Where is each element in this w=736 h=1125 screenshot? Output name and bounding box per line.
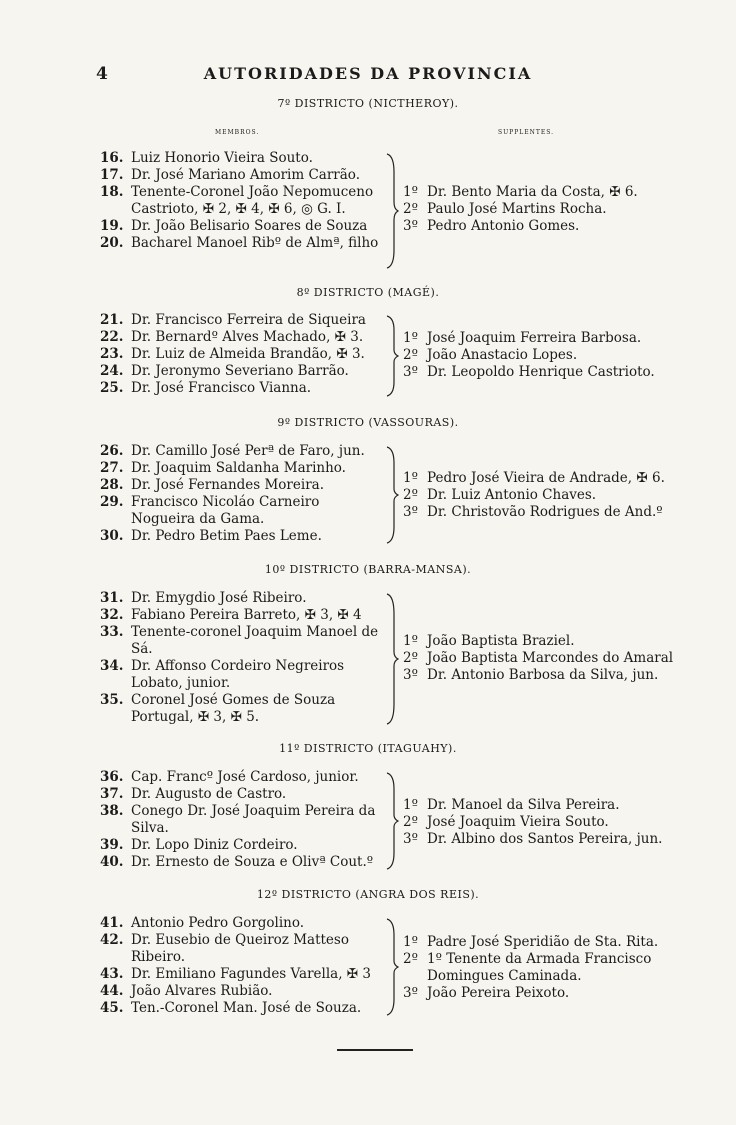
district-heading: 9º DISTRICTO (VASSOURAS). <box>277 416 459 429</box>
substitute-entry: 3º Dr. Antonio Barbosa da Silva, jun. <box>403 667 659 683</box>
page-number: 4 <box>96 64 108 84</box>
member-entry: 36. Cap. Francº José Cardoso, junior. <box>100 769 359 785</box>
member-entry: 23. Dr. Luiz de Almeida Brandão, ✠ 3. <box>100 346 365 362</box>
substitute-entry: 2º José Joaquim Vieira Souto. <box>403 814 609 830</box>
bottom-rule <box>337 1049 413 1051</box>
substitute-entry: 2º 1º Tenente da Armada Francisco Domingues Caminada. <box>403 951 652 984</box>
substitute-entry: 2º Dr. Luiz Antonio Chaves. <box>403 487 597 503</box>
page-title: AUTORIDADES DA PROVINCIA <box>203 64 533 83</box>
member-entry: 22. Dr. Bernardº Alves Machado, ✠ 3. <box>100 329 364 345</box>
member-entry: 32. Fabiano Pereira Barreto, ✠ 3, ✠ 4 <box>100 607 362 623</box>
member-entry: 24. Dr. Jeronymo Severiano Barrão. <box>100 363 349 379</box>
substitute-entry: 3º Dr. Albino dos Santos Pereira, jun. <box>403 831 663 847</box>
brace-12 <box>385 917 399 1017</box>
column-header-substitutes: SUPPLENTES. <box>498 129 555 136</box>
member-list-12 <box>100 915 385 1017</box>
district-heading: 11º DISTRICTO (ITAGUAHY). <box>279 742 457 755</box>
substitute-list-8 <box>403 330 703 381</box>
substitute-entry: 2º João Baptista Marcondes do Amaral <box>403 650 674 666</box>
member-entry: 26. Dr. Camillo José Perª de Faro, jun. <box>100 443 365 459</box>
member-list-8 <box>100 312 385 397</box>
substitute-entry: 1º Pedro José Vieira de Andrade, ✠ 6. <box>403 470 665 486</box>
member-entry: 25. Dr. José Francisco Vianna. <box>100 380 312 396</box>
substitute-entry: 1º Dr. Bento Maria da Costa, ✠ 6. <box>403 184 638 200</box>
member-entry: 16. Luiz Honorio Vieira Souto. <box>100 150 313 166</box>
member-entry: 42. Dr. Eusebio de Queiroz Matteso Ribeiro. <box>100 932 349 965</box>
brace-7 <box>385 152 399 270</box>
member-entry: 18. Tenente-Coronel João Nepomuceno Castrioto, ✠ 2, ✠ 4, ✠ 6, ◎ G. I. <box>100 184 374 217</box>
member-entry: 40. Dr. Ernesto de Souza e Olivª Cout.º <box>100 854 374 870</box>
substitute-entry: 3º Pedro Antonio Gomes. <box>403 218 580 234</box>
brace-8 <box>385 314 399 398</box>
member-entry: 44. João Alvares Rubião. <box>100 983 273 999</box>
member-entry: 35. Coronel José Gomes de Souza Portugal, ✠ 3, ✠ 5. <box>100 692 336 725</box>
member-entry: 19. Dr. João Belisario Soares de Souza <box>100 218 368 234</box>
substitute-entry: 1º João Baptista Braziel. <box>403 633 575 649</box>
member-entry: 45. Ten.-Coronel Man. José de Souza. <box>100 1000 362 1016</box>
substitute-entry: 1º Padre José Speridião de Sta. Rita. <box>403 934 659 950</box>
member-entry: 21. Dr. Francisco Ferreira de Siqueira <box>100 312 366 328</box>
member-entry: 37. Dr. Augusto de Castro. <box>100 786 287 802</box>
substitute-entry: 3º Dr. Christovão Rodrigues de And.º <box>403 504 663 520</box>
member-entry: 38. Conego Dr. José Joaquim Pereira da Silva. <box>100 803 376 836</box>
member-entry: 28. Dr. José Fernandes Moreira. <box>100 477 324 493</box>
member-list-9 <box>100 443 385 545</box>
member-entry: 34. Dr. Affonso Cordeiro Negreiros Lobato, junior. <box>100 658 345 691</box>
member-entry: 27. Dr. Joaquim Saldanha Marinho. <box>100 460 346 476</box>
substitute-entry: 3º João Pereira Peixoto. <box>403 985 570 1001</box>
member-list-7 <box>100 150 385 252</box>
member-entry: 17. Dr. José Mariano Amorim Carrão. <box>100 167 360 183</box>
substitute-entry: 1º José Joaquim Ferreira Barbosa. <box>403 330 642 346</box>
member-entry: 31. Dr. Emygdio José Ribeiro. <box>100 590 307 606</box>
substitute-list-12 <box>403 934 703 1002</box>
brace-10 <box>385 592 399 726</box>
substitute-list-11 <box>403 797 703 848</box>
substitute-list-7 <box>403 184 703 235</box>
member-entry: 39. Dr. Lopo Diniz Cordeiro. <box>100 837 298 853</box>
district-heading: 10º DISTRICTO (BARRA-MANSA). <box>264 563 472 576</box>
member-entry: 33. Tenente-coronel Joaquim Manoel de Sá. <box>100 624 379 657</box>
substitute-entry: 3º Dr. Leopoldo Henrique Castrioto. <box>403 364 655 380</box>
member-entry: 30. Dr. Pedro Betim Paes Leme. <box>100 528 322 544</box>
member-entry: 20. Bacharel Manoel Ribº de Almª, filho <box>100 235 379 251</box>
district-heading: 12º DISTRICTO (ANGRA DOS REIS). <box>256 888 480 901</box>
substitute-list-10 <box>403 633 703 684</box>
member-entry: 29. Francisco Nicoláo Carneiro Nogueira da Gama. <box>100 494 320 527</box>
substitute-list-9 <box>403 470 703 521</box>
column-header-members: MEMBROS. <box>215 129 260 136</box>
member-list-11 <box>100 769 385 871</box>
member-entry: 43. Dr. Emiliano Fagundes Varella, ✠ 3 <box>100 966 371 982</box>
member-entry: 41. Antonio Pedro Gorgolino. <box>100 915 305 931</box>
substitute-entry: 1º Dr. Manoel da Silva Pereira. <box>403 797 620 813</box>
member-list-10 <box>100 590 385 726</box>
substitute-entry: 2º João Anastacio Lopes. <box>403 347 578 363</box>
substitute-entry: 2º Paulo José Martins Rocha. <box>403 201 607 217</box>
brace-9 <box>385 445 399 545</box>
district-heading-7: 7º DISTRICTO (NICTHEROY). <box>277 97 459 110</box>
brace-11 <box>385 771 399 871</box>
district-heading: 8º DISTRICTO (MAGÉ). <box>296 286 440 299</box>
